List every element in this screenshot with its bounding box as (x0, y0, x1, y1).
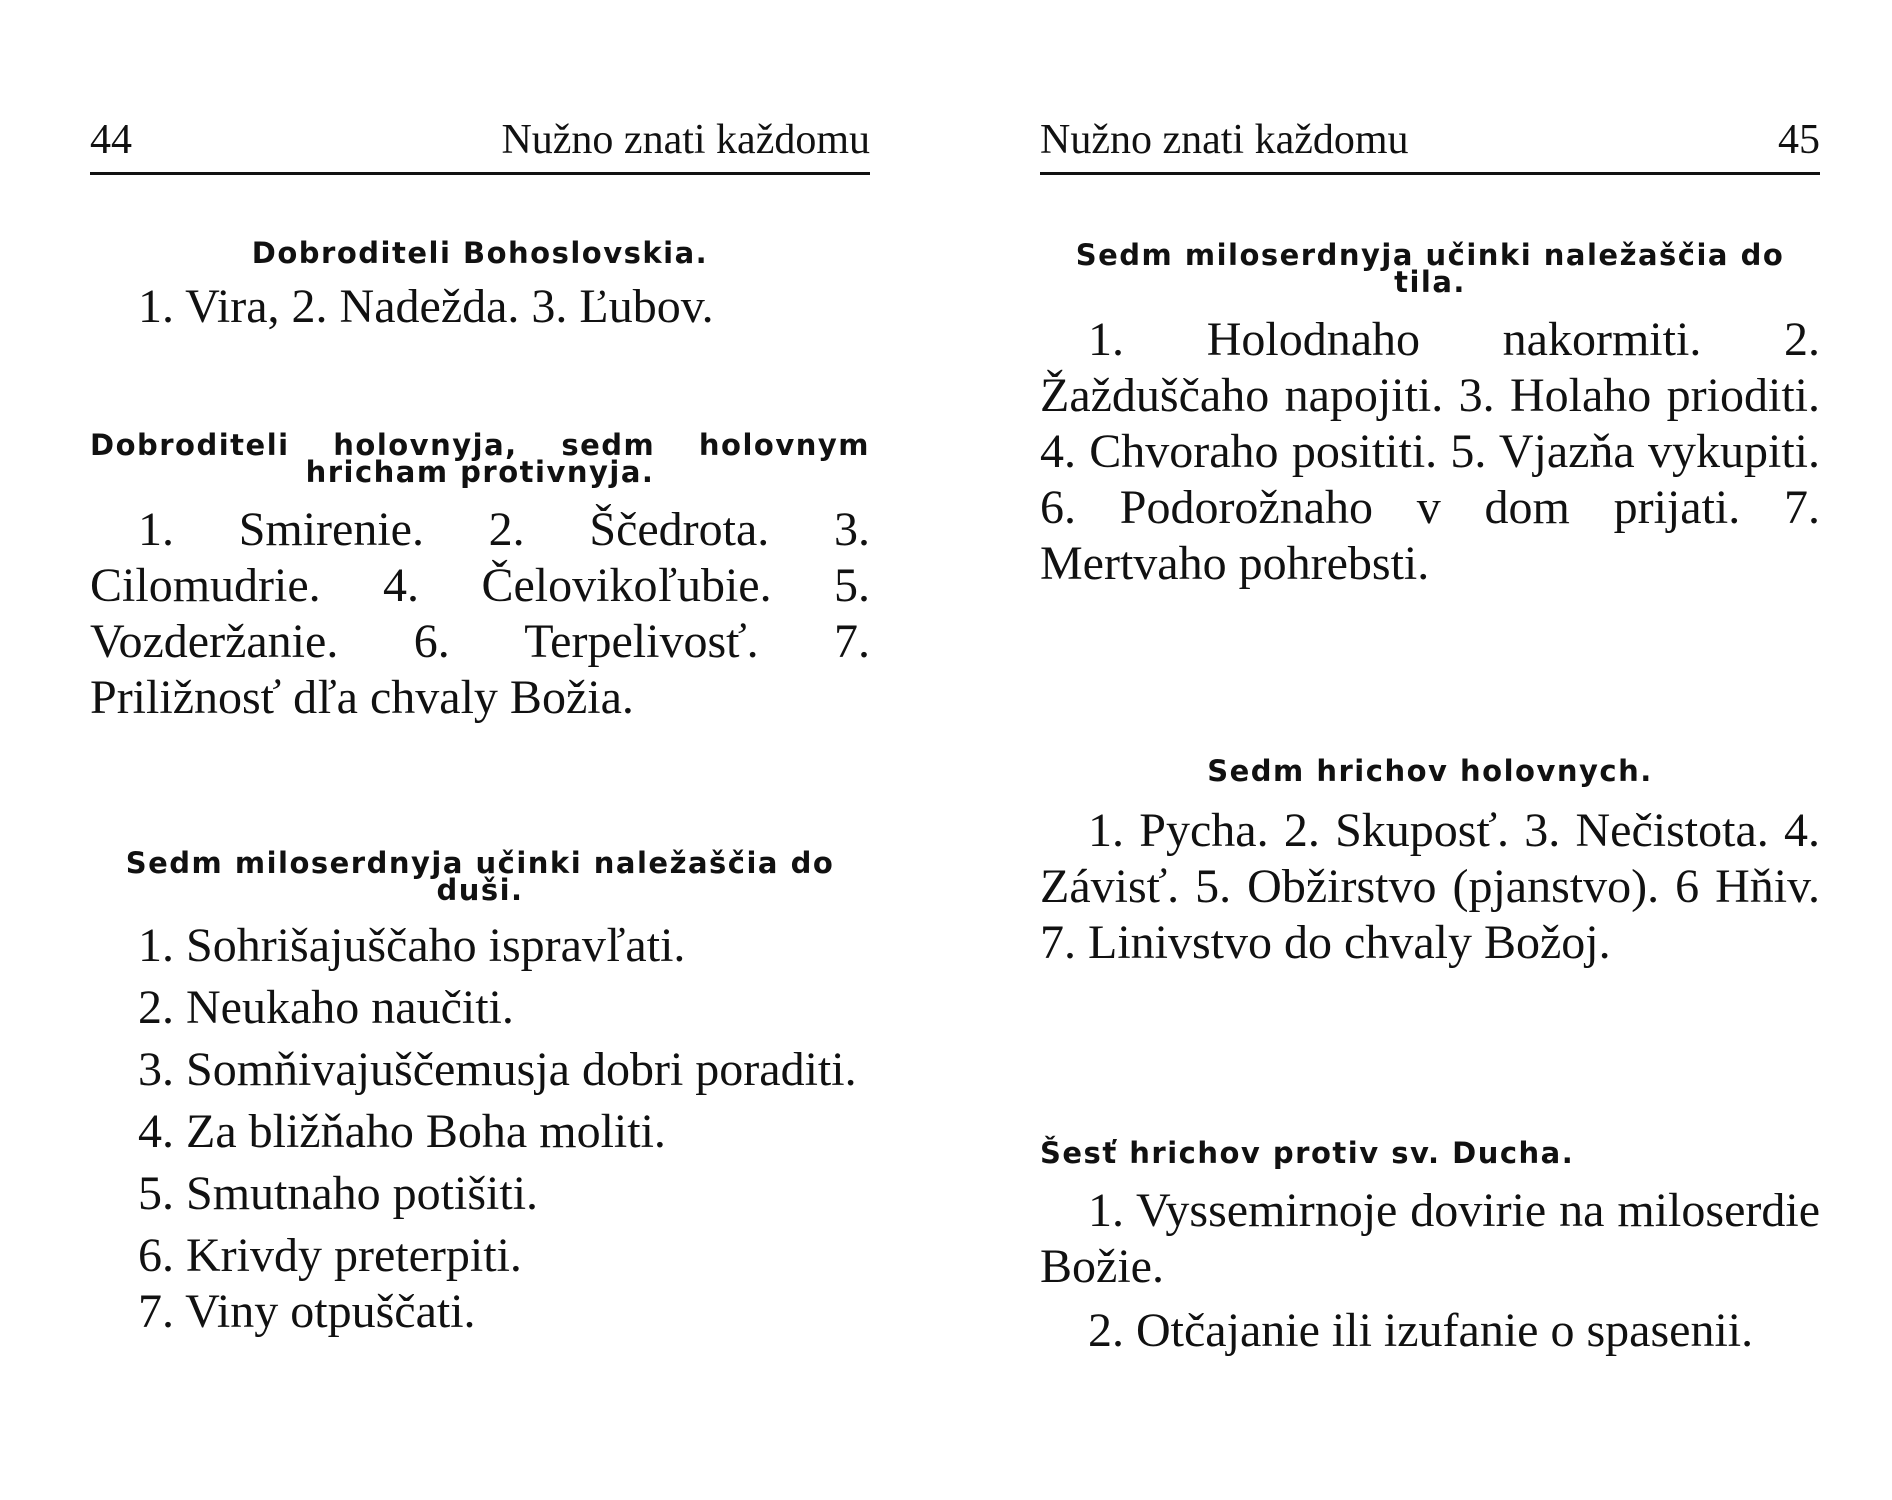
section-principal-virtues (90, 428, 870, 726)
running-head-left (90, 108, 870, 175)
page-number-left: 44 (90, 117, 132, 163)
list-item: 2. Neukaho naučiti. (138, 981, 514, 1034)
list-item: 5. Smutnaho potišiti. (138, 1167, 539, 1220)
running-title-right: Nužno znati každomu (1040, 117, 1409, 163)
sins-list (1040, 1183, 1820, 1359)
section-heading: Sedm miloserdnyja učinki naležaščia do tila. (1075, 238, 1785, 299)
section-heading: Dobroditeli holovnyja, sedm holovnym hricham protivnyja. (90, 428, 870, 489)
list-item: 6. Krivdy preterpiti. (138, 1229, 522, 1282)
list-item: 1. Vyssemirnoje dovirie na miloserdie Božie. (1040, 1184, 1820, 1293)
section-text: 1. Vira, 2. Nadežda. 3. Ľubov. (138, 280, 714, 333)
list-item: 1. Sohrišajuščaho ispravľati. (138, 919, 686, 972)
section-deadly-sins (1040, 754, 1820, 971)
list-item: 4. Za bližňaho Boha moliti. (138, 1105, 666, 1158)
section-heading: Sedm hrichov holovnych. (1207, 754, 1653, 788)
running-head-right (1040, 108, 1820, 175)
section-heading: Šesť hrichov protiv sv. Ducha. (1040, 1136, 1575, 1170)
section-text: 1. Holodnaho nakormiti. 2. Žažduščaho napojiti. 3. Holaho prioditi. 4. Chvoraho posititi. 5. Vjazňa vykupiti. 6. Podorožnaho v dom prijati. 7. Mertvaho pohrebsti. (1040, 313, 1820, 590)
section-text: 1. Pycha. 2. Skuposť. 3. Nečistota. 4. Závisť. 5. Obžirstvo (pjanstvo). 6 Hňiv. 7. Linivstvo do chvaly Božoj. (1040, 804, 1820, 969)
section-spiritual-works (90, 846, 870, 1340)
section-heading: Sedm miloserdnyja učinki naležaščia do duši. (125, 846, 835, 907)
section-heading: Dobroditeli Bohoslovskia. (251, 236, 709, 270)
list-item: 7. Viny otpuščati. (138, 1285, 476, 1338)
section-sins-against-holy-spirit (1040, 1136, 1820, 1359)
list-item: 3. Somňivajuščemusja dobri poraditi. (138, 1043, 857, 1096)
page-number-right: 45 (1778, 117, 1820, 163)
section-corporal-works (1040, 238, 1820, 592)
works-list (90, 918, 870, 1340)
section-text: 1. Smirenie. 2. Ščedrota. 3. Cilomudrie. 4. Čelovikoľubie. 5. Vozderžanie. 6. Terpelivosť. 7. Priližnosť dľa chvaly Božia. (90, 503, 870, 724)
section-theological-virtues (90, 236, 870, 335)
list-item: 2. Otčajanie ili izufanie o spasenii. (1088, 1304, 1754, 1357)
running-title-left: Nužno znati každomu (501, 117, 870, 163)
